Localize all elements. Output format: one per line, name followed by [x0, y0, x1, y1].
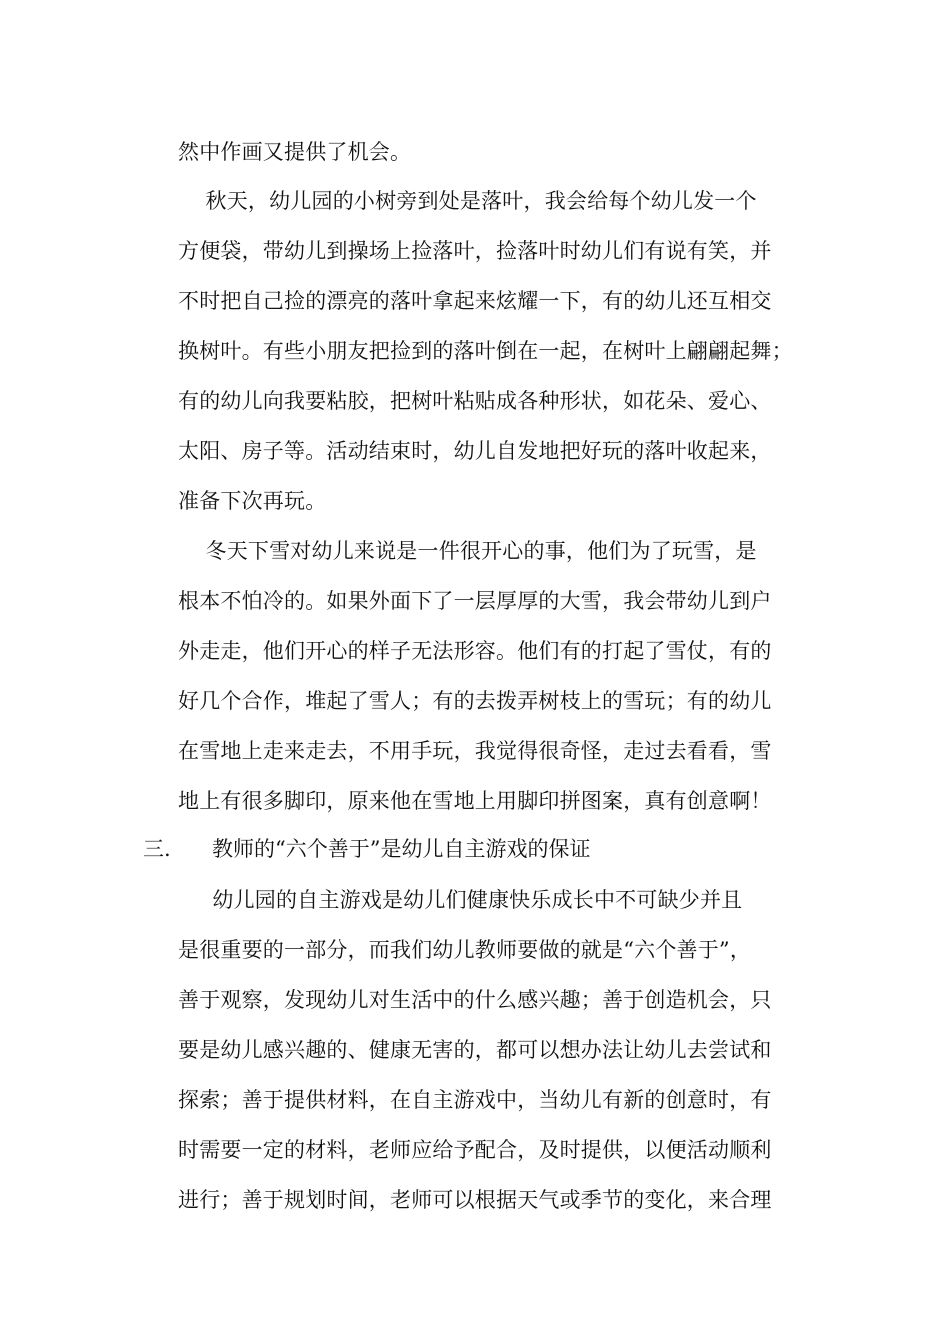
paragraph-line: 好几个合作，堆起了雪人；有的去拨弄树枝上的雪玩；有的幼儿 — [178, 689, 772, 713]
paragraph-line: 时需要一定的材料，老师应给予配合，及时提供，以便活动顺利 — [178, 1138, 772, 1162]
paragraph-line: 在雪地上走来走去，不用手玩，我觉得很奇怪，走过去看看，雪 — [178, 739, 772, 763]
paragraph-line: 准备下次再玩。 — [178, 489, 327, 513]
section-heading: 教师的“六个善于”是幼儿自主游戏的保证 — [212, 837, 591, 861]
paragraph-line: 根本不怕冷的。如果外面下了一层厚厚的大雪，我会带幼儿到户 — [178, 589, 772, 613]
paragraph-line: 是很重要的一部分，而我们幼儿教师要做的就是“六个善于”， — [178, 938, 752, 962]
paragraph-line: 太阳、房子等。活动结束时，幼儿自发地把好玩的落叶收起来， — [178, 439, 772, 463]
paragraph-line: 方便袋，带幼儿到操场上捡落叶，捡落叶时幼儿们有说有笑，并 — [178, 239, 772, 263]
paragraph-line: 外走走，他们开心的样子无法形容。他们有的打起了雪仗，有的 — [178, 639, 772, 663]
paragraph-line: 要是幼儿感兴趣的、健康无害的，都可以想办法让幼儿去尝试和 — [178, 1038, 772, 1062]
paragraph-line: 冬天下雪对幼儿来说是一件很开心的事，他们为了玩雪，是 — [178, 539, 757, 563]
paragraph-line: 有的幼儿向我要粘胶，把树叶粘贴成各种形状，如花朵、爱心、 — [178, 389, 772, 413]
paragraph-line: 幼儿园的自主游戏是幼儿们健康快乐成长中不可缺少并且 — [178, 888, 743, 912]
paragraph-line: 探索；善于提供材料，在自主游戏中，当幼儿有新的创意时，有 — [178, 1088, 772, 1112]
paragraph-line: 不时把自己捡的漂亮的落叶拿起来炫耀一下，有的幼儿还互相交 — [178, 289, 772, 313]
paragraph-line: 进行；善于规划时间，老师可以根据天气或季节的变化，来合理 — [178, 1188, 772, 1212]
paragraph-line: 换树叶。有些小朋友把捡到的落叶倒在一起，在树叶上翩翩起舞； — [178, 339, 793, 363]
paragraph-line: 秋天，幼儿园的小树旁到处是落叶，我会给每个幼儿发一个 — [178, 189, 757, 213]
paragraph-line: 然中作画又提供了机会。 — [178, 140, 412, 164]
paragraph-line: 地上有很多脚印，原来他在雪地上用脚印拼图案，真有创意啊！ — [178, 789, 772, 813]
paragraph-line: 善于观察，发现幼儿对生活中的什么感兴趣；善于创造机会，只 — [178, 988, 772, 1012]
section-number: 三. — [143, 837, 171, 861]
